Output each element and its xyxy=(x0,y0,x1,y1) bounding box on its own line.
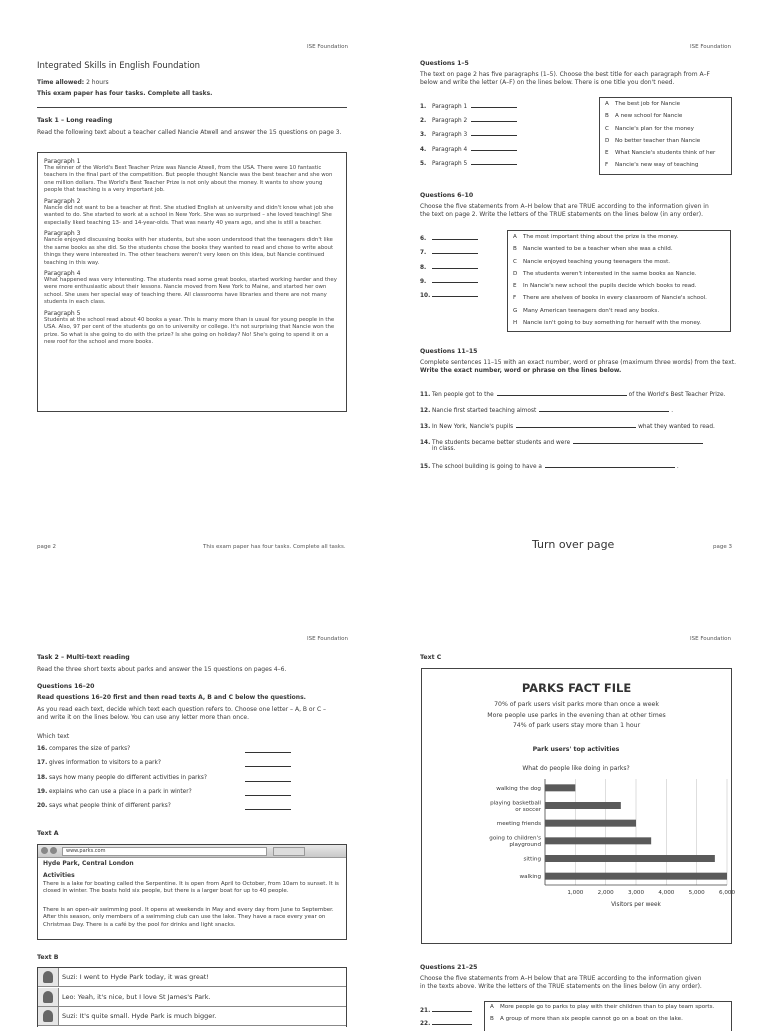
exam-intro: This exam paper has four tasks. Complete all tasks. xyxy=(37,90,213,97)
activities-bar-chart xyxy=(422,743,736,943)
x-tick-label: 4,000 xyxy=(658,890,675,896)
option-item xyxy=(513,305,725,317)
category-label: playground xyxy=(509,842,541,849)
question-row xyxy=(37,760,161,766)
paragraph-text: Students at the school read about 40 books a year. This is many more than is usual for young people in the USA. Also, 97 per cent of the students go on to university or college. It's not surprising that Nancie won the prize. So what is she going to do with the prize? Is she going on holiday? No! She's going to spend it on a new roof for the school and more books. xyxy=(44,316,335,346)
fact-line: 74% of park users stay more than 1 hour xyxy=(512,722,641,729)
questions-6-10-title: Questions 6–10 xyxy=(420,192,474,199)
option-letter: H xyxy=(513,320,518,327)
answer-line[interactable] xyxy=(573,437,703,444)
answer-line[interactable] xyxy=(471,144,517,151)
page-header: ISE Foundation xyxy=(307,44,349,50)
divider xyxy=(37,107,347,108)
sentence-row xyxy=(420,437,703,452)
sentence-end: in class. xyxy=(432,446,456,452)
option-item xyxy=(605,110,726,122)
option-item xyxy=(605,147,726,159)
instruction-line: and write it on the lines below. You can use any letter more than once. xyxy=(37,714,250,722)
answer-line[interactable] xyxy=(245,746,291,753)
option-letter: A xyxy=(490,1004,494,1010)
option-text: The best job for Nancie xyxy=(615,101,681,107)
option-text: The most important thing about the prize is the money. xyxy=(523,234,679,240)
option-letter: E xyxy=(605,150,609,157)
questions-11-15-instruction xyxy=(420,359,760,375)
answer-line[interactable] xyxy=(432,290,478,297)
answer-row xyxy=(420,276,478,285)
questions-21-25-instruction xyxy=(420,975,760,991)
question-text: explains who can use a place in a park in winter? xyxy=(49,788,192,795)
question-number: 14. xyxy=(420,440,431,446)
answer-line[interactable] xyxy=(471,101,517,108)
instruction-line: in the texts above. Write the letters of the TRUE statements on the lines below (in any order). xyxy=(420,983,702,991)
sentence-row xyxy=(420,405,673,414)
option-text: There are shelves of books in every classroom of Nancie's school. xyxy=(523,295,707,302)
answer-line[interactable] xyxy=(497,389,627,396)
page-number: page 2 xyxy=(37,544,56,550)
questions-16-20-bold: Read questions 16–20 first and then read texts A, B and C below the questions. xyxy=(37,694,306,701)
chat-message xyxy=(38,988,346,1007)
question-number: 21. xyxy=(420,1008,431,1014)
option-letter: C xyxy=(605,125,609,132)
option-item xyxy=(513,280,725,292)
sentence-row xyxy=(420,389,725,398)
browser-controls-icon[interactable] xyxy=(273,847,305,856)
exam-title: Integrated Skills in English Foundation xyxy=(37,61,201,71)
bar xyxy=(545,855,715,862)
time-allowed xyxy=(37,79,109,87)
question-label: Paragraph 2 xyxy=(432,118,468,125)
bar xyxy=(545,873,727,880)
question-number: 10. xyxy=(420,293,431,300)
option-item xyxy=(605,135,726,147)
answer-row xyxy=(420,144,517,153)
answer-line[interactable] xyxy=(545,461,675,468)
question-number: 3. xyxy=(420,132,427,139)
question-number: 4. xyxy=(420,146,427,153)
text-a-paragraph-1: There is a lake for boating called the Serpentine. It is open from April to October, from 10am to sunset. It is closed in winter. The boats hold six people, but there is a larger boat for up to 40 people. xyxy=(43,881,339,895)
question-number: 12. xyxy=(420,408,431,414)
chat-text: Suzi: I went to Hyde Park today, it was great! xyxy=(62,973,209,981)
text-b-label: Text B xyxy=(37,954,59,961)
sentence-start: The students became better students and were xyxy=(432,440,571,446)
option-letter: C xyxy=(513,258,517,265)
question-label: Paragraph 4 xyxy=(432,146,468,153)
category-label: playing basketball xyxy=(490,800,541,807)
fact-line: 70% of park users visit parks more than once a week xyxy=(494,701,659,708)
answer-line[interactable] xyxy=(432,1018,472,1025)
chat-box xyxy=(37,967,347,1027)
option-text: What Nancie's students think of her xyxy=(615,150,716,157)
bar xyxy=(545,784,575,791)
question-number: 17. xyxy=(37,760,48,767)
answer-row xyxy=(420,129,517,138)
answer-line[interactable] xyxy=(432,276,478,283)
option-item xyxy=(513,231,725,243)
titles-options-box xyxy=(599,97,732,175)
option-letter: E xyxy=(513,283,517,290)
category-label: or soccer xyxy=(515,806,541,813)
option-letter: D xyxy=(513,270,518,277)
option-text: Nancie's new way of teaching xyxy=(615,162,699,169)
questions-6-10-instruction xyxy=(420,203,760,219)
task-instruction: Read the following text about a teacher called Nancie Atwell and answer the 15 questions on page 3. xyxy=(37,129,342,136)
bar xyxy=(545,802,621,809)
option-text: Many American teenagers don't read any books. xyxy=(523,307,660,314)
question-number: 16. xyxy=(37,746,48,752)
paragraph-text: Nancie enjoyed discussing books with her students, but she soon understood that the teenagers didn't like the same books as she did. So the students chose the books they wanted to read and chose to write about things they were interested in. The other teachers weren't very keen on this idea, but Nancie continued teaching in this way. xyxy=(44,237,334,266)
question-number: 2. xyxy=(420,118,427,125)
text-a-label: Text A xyxy=(37,830,59,837)
page-4 xyxy=(0,596,384,1024)
task-2-instruction: Read the three short texts about parks and answer the 15 questions on pages 4–6. xyxy=(37,666,287,673)
page-footer: This exam paper has four tasks. Complete all tasks. xyxy=(203,544,346,550)
answer-line[interactable] xyxy=(245,803,291,810)
category-label: going to children's xyxy=(489,835,541,842)
sentence-start: The school building is going to have a xyxy=(432,464,542,470)
question-number: 11. xyxy=(420,392,431,398)
option-text: Nancie wanted to be a teacher when she was a child. xyxy=(523,246,673,253)
x-tick-label: 6,000 xyxy=(718,890,736,896)
question-label: Paragraph 5 xyxy=(432,160,468,167)
sentence-end: . xyxy=(676,464,679,470)
page-3 xyxy=(384,0,768,560)
page-header: ISE Foundation xyxy=(690,44,732,50)
option-letter: B xyxy=(513,246,517,253)
option-item xyxy=(490,1002,726,1014)
question-number: 7. xyxy=(420,250,427,257)
option-text: In Nancie's new school the pupils decide which books to read. xyxy=(523,283,697,290)
category-label: sitting xyxy=(523,856,541,863)
fact-file-title: PARKS FACT FILE xyxy=(521,681,632,695)
instruction-line: Write the exact number, word or phrase on the lines below. xyxy=(420,367,622,375)
option-item xyxy=(513,292,725,304)
browser-window xyxy=(37,844,347,940)
question-number: 15. xyxy=(420,464,431,470)
answer-row xyxy=(420,1005,472,1014)
x-tick-label: 2,000 xyxy=(597,890,614,896)
forward-icon[interactable] xyxy=(50,847,57,854)
text-a-subtitle: Activities xyxy=(43,872,75,879)
question-text: says what people think of different parks? xyxy=(49,803,171,810)
option-letter: F xyxy=(605,162,609,169)
questions-16-20-title: Questions 16–20 xyxy=(37,683,95,690)
question-number: 6. xyxy=(420,236,427,242)
turn-over-text: Turn over page xyxy=(532,538,615,551)
question-text: says how many people do different activities in parks? xyxy=(49,774,208,781)
question-row xyxy=(37,775,207,781)
option-text: Nancie isn't going to buy something for herself with the money. xyxy=(523,320,702,327)
option-text: More people go to parks to play with their children than to play team sports. xyxy=(500,1004,715,1010)
text-a-paragraph-2: There is an open-air swimming pool. It opens at weekends in May and every day from June to September. After this season, only members of a swimming club can use the lake. They have a race every year on Christmas Day. There is a café by the pool for drinks and light snacks. xyxy=(43,907,334,928)
sentence-start: Ten people got to the xyxy=(432,392,494,398)
answer-line[interactable] xyxy=(432,1005,472,1012)
which-text-label: Which text xyxy=(37,733,70,740)
sentence-row xyxy=(420,421,715,430)
option-item xyxy=(605,123,726,135)
sentence-row xyxy=(420,461,679,470)
statements-options-box xyxy=(484,1001,732,1031)
sentence-end: of the World's Best Teacher Prize. xyxy=(628,392,726,398)
answer-row xyxy=(420,262,478,271)
question-text: compares the size of parks? xyxy=(49,746,131,752)
instruction-line: Choose the five statements from A–H below that are TRUE according to the information given in xyxy=(420,203,709,210)
category-label: walking xyxy=(519,874,541,881)
page-header: ISE Foundation xyxy=(307,636,349,642)
option-letter: D xyxy=(605,137,610,144)
paragraph-heading: Paragraph 1 xyxy=(44,158,81,165)
back-icon[interactable] xyxy=(41,847,48,854)
option-letter: A xyxy=(605,101,609,107)
paragraph-block xyxy=(44,230,340,267)
answer-line[interactable] xyxy=(432,247,478,254)
statements-options-box xyxy=(507,230,731,332)
question-number: 8. xyxy=(420,264,427,271)
option-letter: A xyxy=(513,234,517,240)
question-row xyxy=(37,789,192,795)
bar xyxy=(545,837,651,844)
page-2 xyxy=(0,0,384,560)
paragraph-block xyxy=(44,270,340,307)
chat-message xyxy=(38,1007,346,1026)
option-text: Nancie's plan for the money xyxy=(615,125,694,132)
option-item xyxy=(513,317,725,329)
x-tick-label: 1,000 xyxy=(567,890,584,896)
answer-line[interactable] xyxy=(471,115,517,122)
option-item xyxy=(513,256,725,268)
questions-16-20-instruction xyxy=(37,706,357,722)
page-5 xyxy=(384,596,768,1027)
question-number: 22. xyxy=(420,1021,431,1027)
option-letter: G xyxy=(513,307,518,314)
task-2-title: Task 2 – Multi-text reading xyxy=(37,654,130,661)
answer-row xyxy=(420,115,517,124)
option-letter: B xyxy=(605,113,609,120)
chat-text: Suzi: It's quite small. Hyde Park is much bigger. xyxy=(62,1012,217,1020)
answer-line[interactable] xyxy=(245,775,291,782)
answer-row xyxy=(420,158,517,167)
option-text: Nancie enjoyed teaching young teenagers the most. xyxy=(523,258,671,265)
questions-1-5-title: Questions 1–5 xyxy=(420,60,469,67)
x-tick-label: 5,000 xyxy=(688,890,705,896)
option-text: The students weren't interested in the same books as Nancie. xyxy=(523,270,697,277)
paragraph-block xyxy=(44,310,340,347)
question-text: gives information to visitors to a park? xyxy=(49,760,161,767)
answer-line[interactable] xyxy=(539,405,669,412)
instruction-line: Choose the five statements from A–H below that are TRUE according to the information given xyxy=(420,975,702,982)
chat-message xyxy=(38,968,346,987)
answer-row xyxy=(420,247,478,256)
option-item xyxy=(490,1014,726,1026)
option-text: A group of more than six people cannot go on a boat on the lake. xyxy=(500,1015,683,1022)
question-row xyxy=(37,746,130,752)
answer-row xyxy=(420,1018,472,1027)
text-a-title: Hyde Park, Central London xyxy=(43,860,134,867)
answer-line[interactable] xyxy=(245,789,291,796)
paragraph-text: What happened was very interesting. The students read some great books, started working harder and they were more enthusiastic about their lessons. Nancie moved from New York to Maine, and started her own school. She uses her special way of teaching there. All classrooms have libraries and there are not many students in each class. xyxy=(44,276,337,306)
x-tick-label: 3,000 xyxy=(627,890,645,896)
answer-line[interactable] xyxy=(471,129,517,136)
paragraph-block xyxy=(44,158,340,195)
paragraph-heading: Paragraph 4 xyxy=(44,269,81,277)
paragraph-heading: Paragraph 2 xyxy=(44,197,81,205)
questions-21-25-title: Questions 21–25 xyxy=(420,964,478,971)
address-bar[interactable]: www.parks.com xyxy=(62,847,267,856)
instruction-line: Complete sentences 11–15 with an exact number, word or phrase (maximum three words) from the text. xyxy=(420,359,737,366)
chart-subtitle: What do people like doing in parks? xyxy=(522,765,630,772)
answer-row xyxy=(420,290,478,299)
answer-line[interactable] xyxy=(432,233,478,240)
x-axis-label: Visitors per week xyxy=(611,902,661,908)
page-number: page 3 xyxy=(713,544,732,550)
instruction-line: The text on page 2 has five paragraphs (1–5). Choose the best title for each paragraph from A–F xyxy=(420,71,711,78)
chat-text: Leo: Yeah, it's nice, but I love St James's Park. xyxy=(62,992,211,1001)
answer-line[interactable] xyxy=(471,158,517,165)
option-item xyxy=(513,243,725,255)
paragraph-heading: Paragraph 5 xyxy=(44,309,81,317)
paragraph-text: Nancie did not want to be a teacher at first. She studied English at university and didn't know what job she wanted to do. She started to work at a school in New York. She was so surprised – she loved teaching! She especially liked teaching 13- and 14-year-olds. That was nearly 40 years ago, and she is still a teacher. xyxy=(44,204,334,226)
question-number: 19. xyxy=(37,788,48,795)
bar xyxy=(545,820,636,827)
question-number: 9. xyxy=(420,278,427,285)
question-label: Paragraph 3 xyxy=(432,132,468,139)
question-number: 18. xyxy=(37,774,48,781)
paragraph-text: The winner of the World's Best Teacher Prize was Nancie Atwell, from the USA. There were 10 fantastic teachers in the final part of the competition. But people thought Nancie was the best teacher and she won one million dollars. The World's Best Teacher Prize is not only about the money. It wants to show young people that teaching is a very important job. xyxy=(44,165,333,194)
task-title: Task 1 – Long reading xyxy=(37,117,113,124)
sentence-end: . xyxy=(671,408,674,414)
sentence-end: what they wanted to read. xyxy=(638,424,715,430)
questions-1-5-instruction xyxy=(420,71,750,87)
answer-line[interactable] xyxy=(245,760,291,767)
time-value: 2 hours xyxy=(84,79,109,86)
avatar xyxy=(38,1007,59,1025)
answer-row xyxy=(420,101,517,110)
category-label: meeting friends xyxy=(496,821,541,828)
answer-line[interactable] xyxy=(432,262,478,269)
page-header: ISE Foundation xyxy=(690,636,732,642)
time-label: Time allowed: xyxy=(37,79,85,86)
option-letter: F xyxy=(513,295,517,302)
question-number: 1. xyxy=(420,104,427,110)
category-label: walking the dog xyxy=(496,785,541,792)
question-row xyxy=(37,803,171,809)
option-text: No better teacher than Nancie xyxy=(615,137,701,144)
answer-row xyxy=(420,233,478,242)
question-number: 5. xyxy=(420,160,427,167)
instruction-line: below and write the letter (A–F) on the lines below. There is one title you don't need. xyxy=(420,79,675,87)
option-item xyxy=(605,159,726,171)
paragraph-block xyxy=(44,198,340,227)
option-item xyxy=(605,98,726,110)
paragraph-heading: Paragraph 3 xyxy=(44,230,81,238)
sentence-start: In New York, Nancie's pupils xyxy=(432,424,514,430)
instruction-line: As you read each text, decide which text each question refers to. Choose one letter – A, B or C – xyxy=(37,706,327,713)
browser-toolbar xyxy=(38,845,346,858)
sentence-start: Nancie first started teaching almost xyxy=(432,408,537,414)
answer-line[interactable] xyxy=(516,421,636,428)
question-number: 20. xyxy=(37,803,48,810)
option-letter: B xyxy=(490,1015,494,1022)
fact-file-box xyxy=(421,668,736,944)
option-item xyxy=(513,268,725,280)
avatar xyxy=(38,988,59,1006)
reading-text-box xyxy=(37,152,347,412)
question-number: 13. xyxy=(420,424,431,430)
chart-title: Park users' top activities xyxy=(532,746,620,753)
fact-line: More people use parks in the evening than at other times xyxy=(487,711,666,719)
text-c-label: Text C xyxy=(420,654,442,661)
questions-11-15-title: Questions 11–15 xyxy=(420,348,478,355)
question-label: Paragraph 1 xyxy=(432,104,468,110)
instruction-line: the text on page 2. Write the letters of the TRUE statements on the lines below (in any order). xyxy=(420,211,704,219)
avatar xyxy=(38,968,59,986)
option-text: A new school for Nancie xyxy=(615,113,683,120)
